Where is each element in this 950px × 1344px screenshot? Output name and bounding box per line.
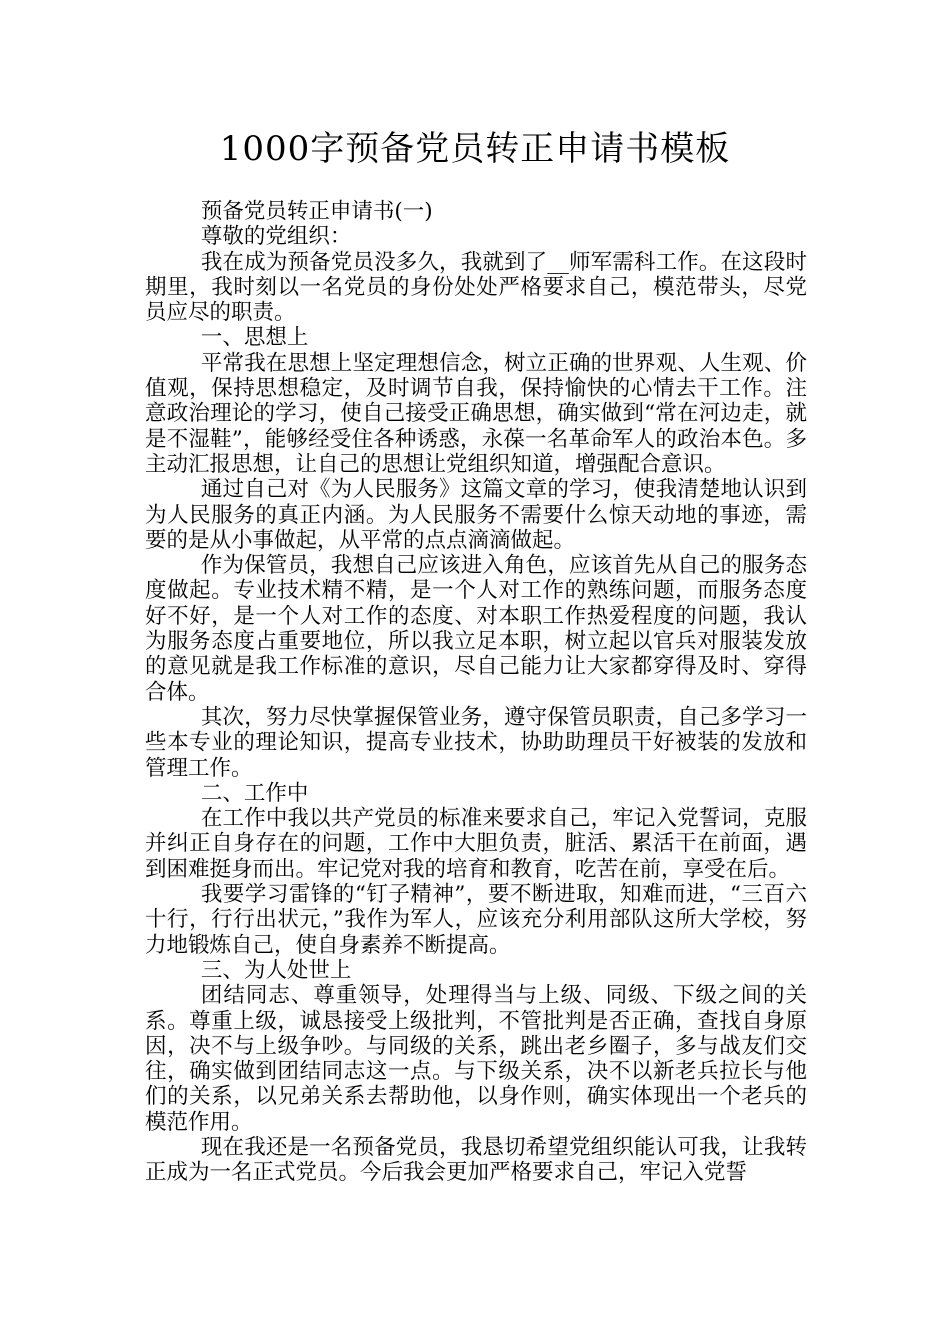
- document-title: 1000字预备党员转正申请书模板: [219, 129, 731, 169]
- section-heading: 预备党员转正申请书(一): [200, 199, 433, 224]
- salutation: 尊敬的党组织：: [200, 224, 352, 250]
- section-heading: 二、工作中: [200, 780, 309, 806]
- paragraph: 我要学习雷锋的“钉子精神”，要不断进取，知难而进，“三百六十行，行行出状元，”我作为军人，应该充分利用部队这所大学校，努力地锻炼自己，使自身素养不断提高。: [145, 882, 807, 958]
- section-heading: 一、思想上: [200, 325, 309, 351]
- paragraph: 我在成为预备党员没多久，我就到了__师军需科工作。在这段时期里，我时刻以一名党员的身份处处严格要求自己，模范带头，尽党员应尽的职责。: [145, 249, 807, 326]
- paragraph: 现在我还是一名预备党员，我恳切希望党组织能认可我，让我转正成为一名正式党员。今后我会更加严格要求自己，牢记入党誓: [145, 1134, 807, 1186]
- paragraph: 其次，努力尽快掌握保管业务，遵守保管员职责，自己多学习一些本专业的理论知识，提高专业技术，协助助理员干好被装的发放和管理工作。: [145, 704, 807, 781]
- section-heading: 三、为人处世上: [200, 957, 352, 983]
- paragraph: 通过自己对《为人民服务》这篇文章的学习，使我清楚地认识到为人民服务的真正内涵。为人民服务不需要什么惊天动地的事迹，需要的是从小事做起，从平常的点点滴滴做起。: [145, 477, 807, 553]
- document-body: [145, 199, 807, 1186]
- paragraph: 作为保管员，我想自己应该进入角色，应该首先从自己的服务态度做起。专业技术精不精，是一个人对工作的熟练问题，而服务态度好不好，是一个人对工作的态度、对本职工作热爱程度的问题，我认为服务态度占重要地位，所以我立足本职，树立起以官兵对服装发放的意见就是我工作标准的意识，尽自己能力让大家都穿得及时、穿得合体。: [145, 553, 807, 705]
- paragraph: 在工作中我以共产党员的标准来要求自己，牢记入党誓词，克服并纠正自身存在的问题，工作中大胆负责，脏活、累活干在前面，遇到困难挺身而出。牢记党对我的培育和教育，吃苦在前，享受在后。: [145, 806, 807, 882]
- paragraph: 平常我在思想上坚定理想信念，树立正确的世界观、人生观、价值观，保持思想稳定，及时调节自我，保持愉快的心情去干工作。注意政治理论的学习，使自己接受正确思想，确实做到“常在河边走，就是不湿鞋”，能够经受住各种诱惑，永葆一名革命军人的政治本色。多主动汇报思想，让自己的思想让党组织知道，增强配合意识。: [145, 350, 807, 477]
- paragraph: 团结同志、尊重领导，处理得当与上级、同级、下级之间的关系。尊重上级，诚恳接受上级批判，不管批判是否正确，查找自身原因，决不与上级争吵。与同级的关系，跳出老乡圈子，多与战友们交往，确实做到团结同志这一点。与下级关系，决不以新老兵拉长与他们的关系，以兄弟关系去帮助他，以身作则，确实体现出一个老兵的模范作用。: [145, 983, 807, 1135]
